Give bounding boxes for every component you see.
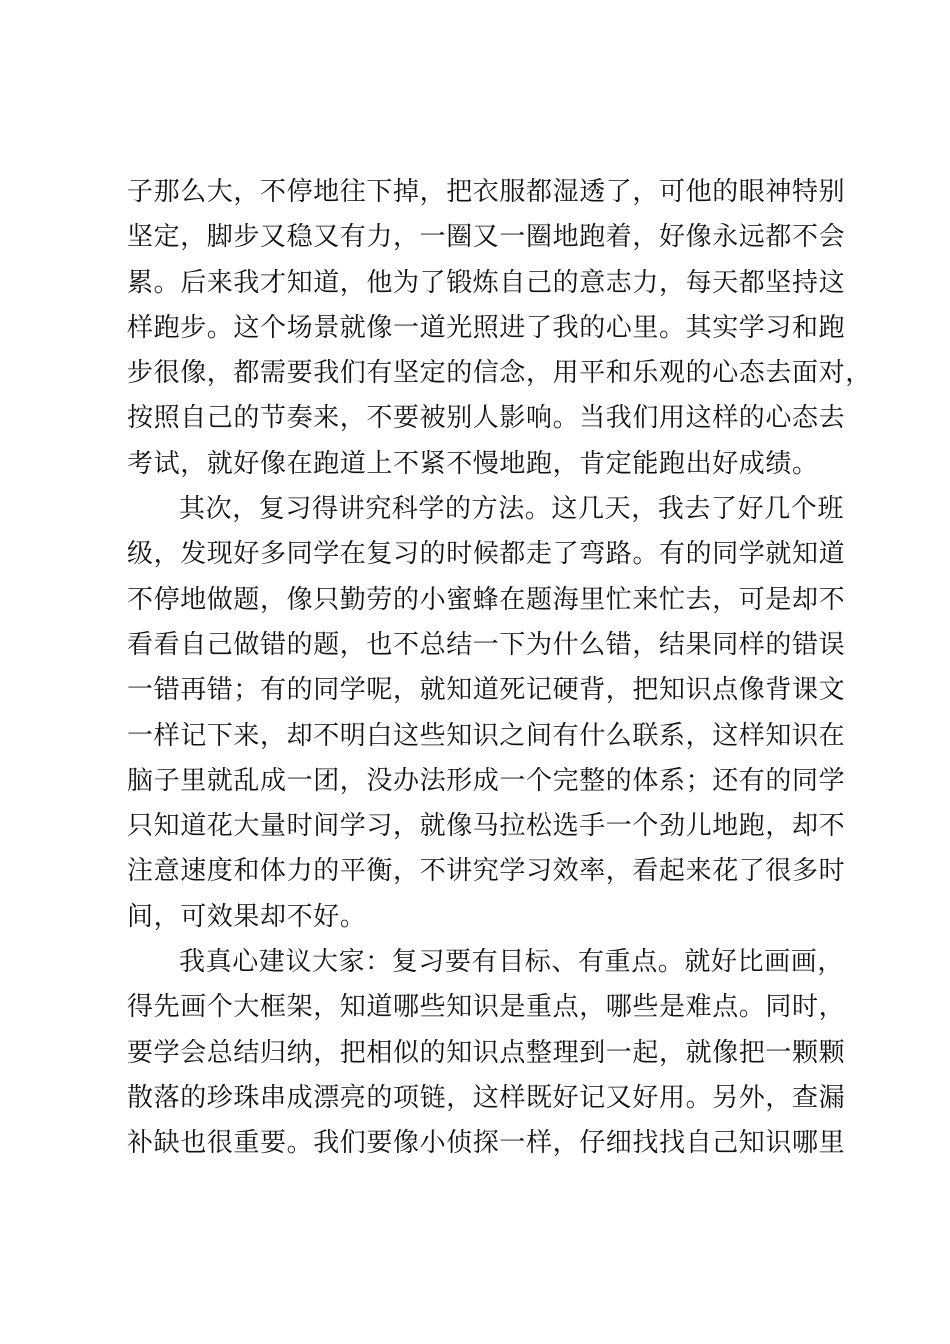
- paragraph-2-line-8: 只知道花大量时间学习，就像马拉松选手一个劲儿地跑，却不: [127, 811, 846, 842]
- paragraph-3-line-5: 补缺也很重要。我们要像小侦探一样，仔细找找自己知识哪里: [127, 1128, 846, 1159]
- paragraph-3-line-3: 要学会总结归纳，把相似的知识点整理到一起，就像把一颗颗: [127, 1037, 846, 1068]
- paragraph-1-line-2: 坚定，脚步又稳又有力，一圈又一圈地跑着，好像永远都不会: [127, 222, 846, 253]
- paragraph-1-line-7: 考试，就好像在跑道上不紧不慢地跑，肯定能跑出好成绩。: [127, 448, 819, 479]
- paragraph-2-line-10: 间，可效果却不好。: [127, 901, 367, 932]
- paragraph-1-line-1: 子那么大，不停地往下掉，把衣服都湿透了，可他的眼神特别: [127, 177, 846, 207]
- paragraph-3-line-2: 得先画个大框架，知道哪些知识是重点，哪些是难点。同时，: [127, 992, 846, 1023]
- paragraph-3-line-4: 散落的珍珠串成漂亮的项链，这样既好记又好用。另外，查漏: [127, 1082, 846, 1113]
- paragraph-3-line-1: 我真心建议大家：复习要有目标、有重点。就好比画画，: [179, 947, 845, 978]
- paragraph-2-line-3: 不停地做题，像只勤劳的小蜜蜂在题海里忙来忙去，可是却不: [127, 584, 846, 615]
- paragraph-2-line-4: 看看自己做错的题，也不总结一下为什么错，结果同样的错误: [127, 629, 846, 660]
- paragraph-1-line-3: 累。后来我才知道，他为了锻炼自己的意志力，每天都坚持这: [127, 267, 846, 298]
- paragraph-1-line-5: 步很像，都需要我们有坚定的信念，用平和乐观的心态去面对，: [127, 358, 872, 389]
- paragraph-2-line-5: 一错再错；有的同学呢，就知道死记硬背，把知识点像背课文: [127, 675, 846, 706]
- body-text: [127, 170, 872, 1167]
- paragraph-2-line-2: 级，发现好多同学在复习的时候都走了弯路。有的同学就知道: [127, 539, 846, 570]
- paragraph-2-line-7: 脑子里就乱成一团，没办法形成一个完整的体系；还有的同学: [127, 765, 846, 796]
- paragraph-2-line-1: 其次，复习得讲究科学的方法。这几天，我去了好几个班: [179, 494, 845, 525]
- paragraph-1-line-6: 按照自己的节奏来，不要被别人影响。当我们用这样的心态去: [127, 403, 846, 434]
- paragraph-2-line-9: 注意速度和体力的平衡，不讲究学习效率，看起来花了很多时: [127, 856, 846, 887]
- paragraph-2-line-6: 一样记下来，却不明白这些知识之间有什么联系，这样知识在: [127, 720, 846, 751]
- paragraph-1-line-4: 样跑步。这个场景就像一道光照进了我的心里。其实学习和跑: [127, 312, 846, 343]
